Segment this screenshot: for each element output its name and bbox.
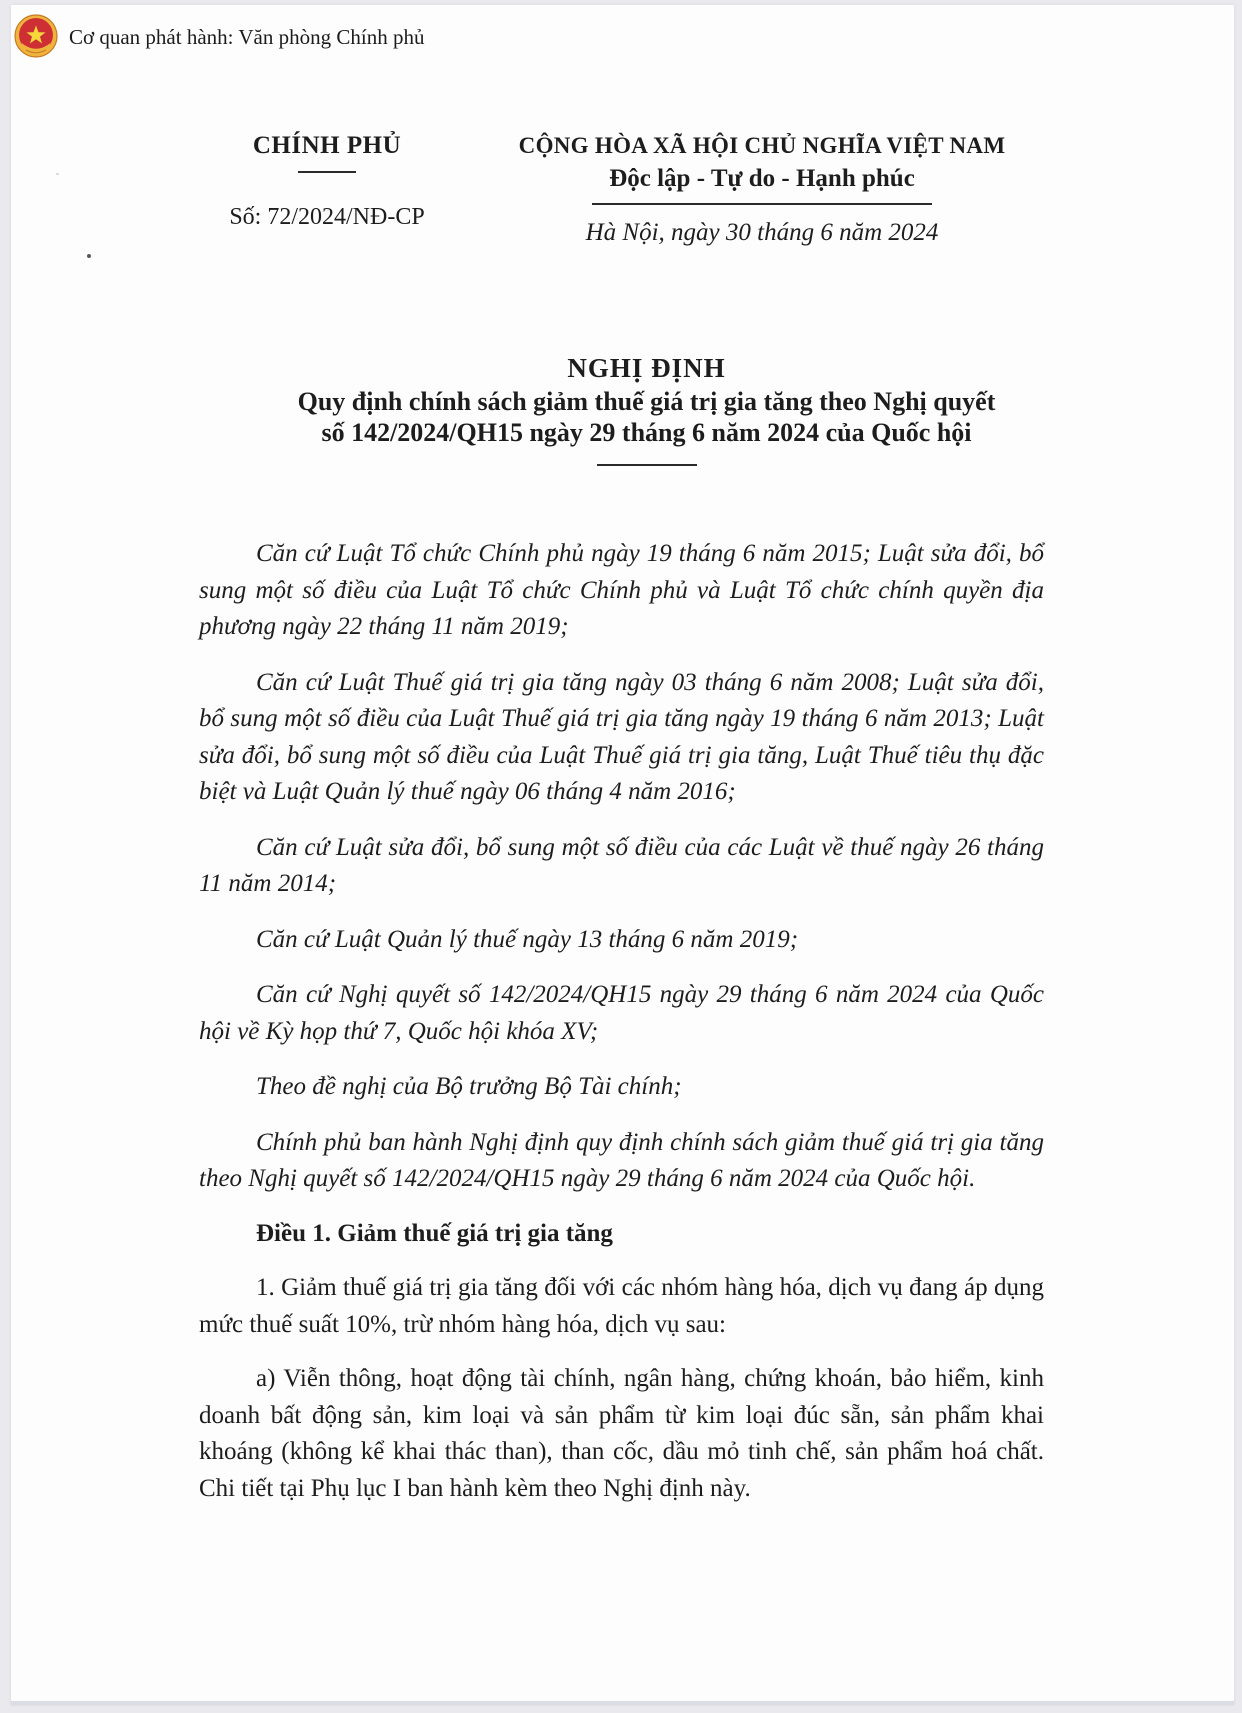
page-bottom-edge — [11, 1701, 1234, 1705]
title-underline — [597, 464, 697, 466]
document-subtitle-line2: số 142/2024/QH15 ngày 29 tháng 6 năm 2024 của Quốc hội — [321, 418, 972, 447]
article-1-clause-1: 1. Giảm thuế giá trị gia tăng đối với các nhóm hàng hóa, dịch vụ đang áp dụng mức thuế suất 10%, trừ nhóm hàng hóa, dịch vụ sau: — [199, 1274, 1044, 1338]
document-subtitle-line1: Quy định chính sách giảm thuế giá trị gia tăng theo Nghị quyết — [297, 387, 996, 416]
letterhead-left-column — [177, 132, 477, 247]
publisher-banner — [11, 5, 1234, 62]
preamble-paragraph: Căn cứ Luật Thuế giá trị gia tăng ngày 03 tháng 6 năm 2008; Luật sửa đổi, bổ sung một số điều của Luật Thuế giá trị gia tăng ngày 19 tháng 6 năm 2013; Luật sửa đổi, bổ sung một số điều của Luật Thuế giá trị gia tăng, Luật Thuế tiêu thụ đặc biệt và Luật Quản lý thuế ngày 06 tháng 4 năm 2016; — [199, 668, 1044, 805]
document-number: Số: 72/2024/NĐ-CP — [229, 204, 425, 230]
place-and-date: Hà Nội, ngày 30 tháng 6 năm 2024 — [585, 219, 939, 246]
scan-speck — [56, 173, 59, 175]
preamble-section — [199, 536, 1044, 1198]
article-1-section — [199, 1216, 1044, 1508]
preamble-paragraph: Căn cứ Nghị quyết số 142/2024/QH15 ngày 29 tháng 6 năm 2024 của Quốc hội về Kỳ họp thứ 7, Quốc hội khóa XV; — [199, 981, 1044, 1045]
document-page — [11, 5, 1234, 1705]
letterhead — [11, 132, 1234, 247]
article-1-point-a: a) Viễn thông, hoạt động tài chính, ngân hàng, chứng khoán, bảo hiểm, kinh doanh bất động sản, kim loại và sản phẩm từ kim loại đúc sẵn, sản phẩm khai khoáng (không kể khai thác than), than cốc, dầu mỏ tinh chế, sản phẩm hoá chất. Chi tiết tại Phụ lục I ban hành kèm theo Nghị định này. — [199, 1365, 1044, 1502]
national-motto-line1: CỘNG HÒA XÃ HỘI CHỦ NGHĨA VIỆT NAM — [518, 133, 1006, 158]
national-motto-line2: Độc lập - Tự do - Hạnh phúc — [609, 165, 915, 192]
scan-speck — [87, 254, 91, 258]
motto-underline — [592, 203, 932, 205]
preamble-paragraph: Căn cứ Luật Quản lý thuế ngày 13 tháng 6 năm 2019; — [256, 925, 799, 953]
preamble-paragraph: Chính phủ ban hành Nghị định quy định chính sách giảm thuế giá trị gia tăng theo Nghị quyết số 142/2024/QH15 ngày 29 tháng 6 năm 2024 của Quốc hội. — [199, 1128, 1044, 1192]
document-title-block — [224, 353, 1069, 466]
preamble-paragraph: Căn cứ Luật sửa đổi, bổ sung một số điều của các Luật về thuế ngày 26 tháng 11 năm 2014; — [199, 833, 1044, 897]
letterhead-right-column — [479, 132, 1045, 247]
article-1-heading: Điều 1. Giảm thuế giá trị gia tăng — [256, 1219, 613, 1247]
publisher-label: Cơ quan phát hành: Văn phòng Chính phủ — [69, 24, 425, 49]
preamble-paragraph: Căn cứ Luật Tổ chức Chính phủ ngày 19 tháng 6 năm 2015; Luật sửa đổi, bổ sung một số điều của Luật Tổ chức Chính phủ và Luật Tổ chức chính quyền địa phương ngày 22 tháng 11 năm 2019; — [199, 540, 1044, 640]
document-type-title: NGHỊ ĐỊNH — [567, 353, 726, 383]
preamble-paragraph: Theo đề nghị của Bộ trưởng Bộ Tài chính; — [256, 1073, 682, 1100]
vietnam-national-emblem-icon — [14, 14, 58, 60]
issuer-name: CHÍNH PHỦ — [252, 132, 402, 159]
issuer-underline — [298, 171, 356, 173]
